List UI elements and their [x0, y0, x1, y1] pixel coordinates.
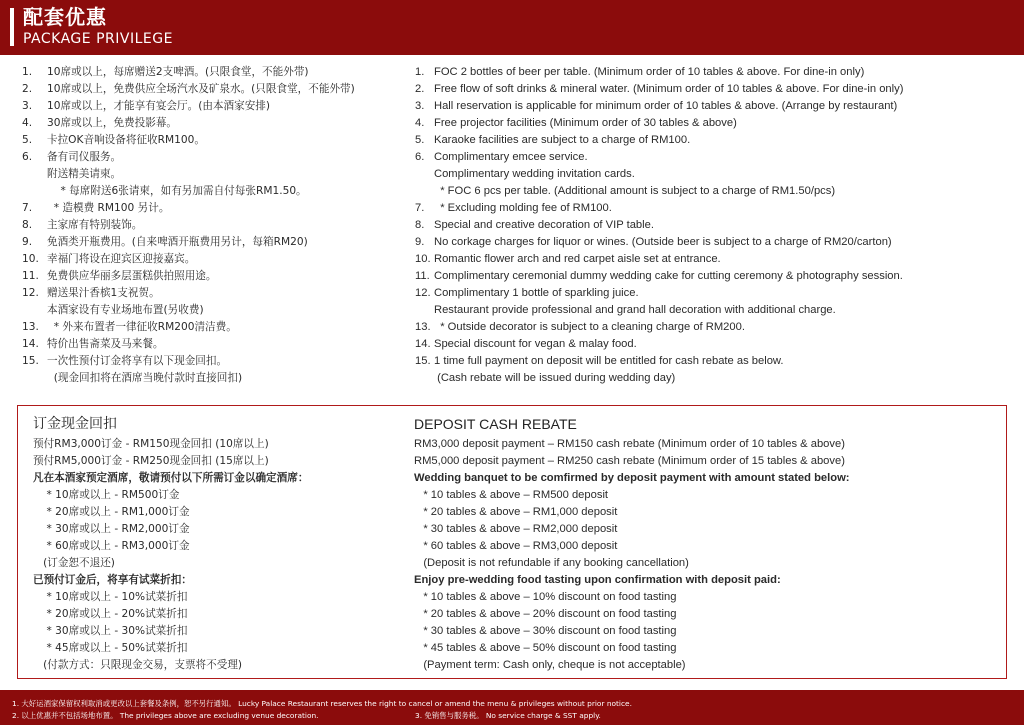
privilege-number — [415, 370, 434, 387]
privilege-number: 5. — [415, 134, 425, 146]
privilege-number: 11. — [415, 270, 430, 282]
rebate-title-en: DEPOSIT CASH REBATE — [414, 416, 577, 432]
privilege-number: 3. — [415, 100, 425, 112]
privilege-number: 13. — [22, 321, 39, 333]
rebate-line: Wedding banquet to be comfirmed by deposit payment with amount stated below: — [414, 472, 850, 484]
rebate-line: * 20席或以上 - RM1,000订金 — [33, 506, 190, 518]
privilege-number: 1. — [22, 66, 33, 78]
privilege-item — [415, 302, 1015, 319]
rebate-line: 预付RM5,000订金 - RM250现金回扣 (15席以上) — [33, 455, 269, 467]
privilege-text: 幸福门将设在迎宾区迎接嘉宾。 — [47, 253, 196, 265]
privilege-item — [22, 81, 402, 98]
privilege-number: 7. — [22, 202, 33, 214]
privilege-item — [22, 98, 402, 115]
rebate-line: (订金恕不退还) — [33, 557, 115, 569]
rebate-line: (Payment term: Cash only, cheque is not acceptable) — [414, 659, 686, 671]
privilege-item — [415, 234, 1015, 251]
privilege-item — [22, 336, 402, 353]
privilege-number: 13. — [415, 321, 431, 333]
privilege-item — [22, 370, 402, 387]
privilege-number: 15. — [415, 355, 431, 367]
privilege-text: Complimentary 1 bottle of sparkling juice. — [434, 287, 639, 299]
privilege-text: Complimentary emcee service. — [434, 151, 588, 163]
header-accent-bar — [10, 8, 14, 46]
privilege-number: 9. — [415, 236, 425, 248]
rebate-lines-cn — [33, 436, 308, 674]
privilege-text: Hall reservation is applicable for minimum order of 10 tables & above. (Arrange by restaurant) — [434, 100, 898, 112]
privilege-item — [415, 217, 1015, 234]
privilege-item — [415, 132, 1015, 149]
page-footer — [0, 690, 1024, 725]
privilege-text: 主家席有特别装饰。 — [47, 219, 143, 231]
privilege-text: Special and creative decoration of VIP table. — [434, 219, 654, 231]
privilege-item — [22, 64, 402, 81]
rebate-line: * 60席或以上 - RM3,000订金 — [33, 540, 190, 552]
privilege-item — [22, 319, 402, 336]
privilege-text: Free projector facilities (Minimum order of 30 tables & above) — [434, 117, 737, 129]
rebate-line: * 10 tables & above – 10% discount on food tasting — [414, 591, 677, 603]
privilege-text: 备有司仪服务。 — [47, 151, 122, 163]
privilege-item — [415, 353, 1015, 370]
rebate-line: * 20 tables & above – 20% discount on food tasting — [414, 608, 677, 620]
privilege-text: 卡拉OK音响设备将征收RM100。 — [47, 134, 205, 146]
rebate-line: 已预付订金后，将享有试菜折扣： — [33, 574, 192, 586]
privilege-number — [22, 370, 47, 387]
privilege-text: No corkage charges for liquor or wines. (Outside beer is subject to a charge of RM20/carton) — [434, 236, 892, 248]
privilege-text: Special discount for vegan & malay food. — [434, 338, 637, 350]
privilege-text: * 造模费 RM100 另计。 — [47, 202, 170, 214]
privilege-number: 4. — [415, 117, 425, 129]
rebate-line: 预付RM3,000订金 - RM150现金回扣 (10席以上) — [33, 438, 269, 450]
privilege-item — [415, 166, 1015, 183]
privilege-number — [415, 166, 434, 183]
privilege-item — [415, 268, 1015, 285]
rebate-line: RM5,000 deposit payment – RM250 cash rebate (Minimum order of 15 tables & above) — [414, 455, 845, 467]
rebate-line: * 10席或以上 - RM500订金 — [33, 489, 180, 501]
rebate-line: * 20席或以上 - 20%试菜折扣 — [33, 608, 188, 620]
header-title-cn: 配套优惠 — [23, 5, 107, 29]
privilege-number: 10. — [415, 253, 431, 265]
rebate-line: * 30 tables & above – 30% discount on food tasting — [414, 625, 677, 637]
privilege-number — [415, 183, 434, 200]
privilege-text: (现金回扣将在酒席当晚付款时直接回扣) — [47, 372, 243, 384]
privilege-number: 4. — [22, 117, 33, 129]
privilege-item — [415, 64, 1015, 81]
privilege-item — [415, 336, 1015, 353]
privilege-item — [22, 217, 402, 234]
privilege-text: Complimentary wedding invitation cards. — [434, 168, 635, 180]
privilege-number: 12. — [22, 287, 39, 299]
privilege-item — [415, 285, 1015, 302]
rebate-line: Enjoy pre-wedding food tasting upon confirmation with deposit paid: — [414, 574, 781, 586]
privilege-item — [415, 149, 1015, 166]
privilege-number: 14. — [415, 338, 431, 350]
privilege-text: * Excluding molding fee of RM100. — [434, 202, 612, 214]
privilege-number: 3. — [22, 100, 33, 112]
rebate-line: * 10席或以上 - 10%试菜折扣 — [33, 591, 188, 603]
privilege-text: 附送精美请柬。 — [47, 168, 122, 180]
rebate-title-cn: 订金现金回扣 — [33, 416, 117, 432]
privilege-text: Romantic flower arch and red carpet aisle set at entrance. — [434, 253, 721, 265]
privilege-text: 10席或以上，免费供应全场汽水及矿泉水。(只限食堂，不能外带) — [47, 83, 355, 95]
privilege-text: FOC 2 bottles of beer per table. (Minimum order of 10 tables & above. For dine-in only) — [434, 66, 865, 78]
privilege-item — [415, 81, 1015, 98]
rebate-line: * 45席或以上 - 50%试菜折扣 — [33, 642, 188, 654]
privilege-text: * FOC 6 pcs per table. (Additional amount is subject to a charge of RM1.50/pcs) — [434, 185, 836, 197]
privilege-text: 10席或以上，每席赠送2支啤酒。(只限食堂，不能外带) — [47, 66, 309, 78]
rebate-line: (付款方式：只限现金交易，支票将不受理) — [33, 659, 243, 671]
footer-note-3: 3. 免销售与服务税。 No service charge & SST apply. — [415, 711, 601, 720]
rebate-line: 凡在本酒家预定酒席，敬请预付以下所需订金以确定酒席： — [33, 472, 309, 484]
privilege-text: (Cash rebate will be issued during wedding day) — [434, 372, 676, 384]
privilege-text: 本酒家设有专业场地布置(另收费) — [47, 304, 204, 316]
privilege-number: 5. — [22, 134, 33, 146]
footer-note-1: 1. 大好运酒家保留权利取消或更改以上套餐及条例，恕不另行通知。 Lucky Palace Restaurant reserves the right to cancel or amend the menu & privileges without prior notice. — [12, 699, 632, 708]
privilege-text: 免费供应华丽多层蛋糕供拍照用途。 — [47, 270, 217, 282]
rebate-line: * 30席或以上 - RM2,000订金 — [33, 523, 190, 535]
footer-note-2: 2. 以上优惠并不包括场地布置。 The privileges above are excluding venue decoration. — [12, 711, 319, 720]
privilege-text: * 每席附送6张请柬，如有另加需自付每张RM1.50。 — [47, 185, 307, 197]
privilege-number: 2. — [415, 83, 425, 95]
rebate-line: RM3,000 deposit payment – RM150 cash rebate (Minimum order of 10 tables & above) — [414, 438, 845, 450]
privilege-item — [415, 319, 1015, 336]
privilege-text: Restaurant provide professional and grand hall decoration with additional charge. — [434, 304, 836, 316]
privilege-number: 14. — [22, 338, 39, 350]
privilege-number: 11. — [22, 270, 39, 282]
privilege-item — [22, 285, 402, 302]
privilege-item — [22, 234, 402, 251]
privilege-text: 30席或以上，免费投影幕。 — [47, 117, 178, 129]
privilege-item — [22, 166, 402, 183]
privilege-number: 9. — [22, 236, 33, 248]
privilege-item — [22, 149, 402, 166]
privilege-number — [415, 302, 434, 319]
rebate-line: * 30席或以上 - 30%试菜折扣 — [33, 625, 188, 637]
privilege-number — [22, 183, 47, 200]
privilege-text: Complimentary ceremonial dummy wedding cake for cutting ceremony & photography session. — [434, 270, 903, 282]
privilege-item — [22, 251, 402, 268]
privilege-text: 一次性预付订金将享有以下现金回扣。 — [47, 355, 228, 367]
privileges-list-en — [415, 64, 1015, 387]
privilege-number — [22, 166, 47, 183]
privilege-number — [22, 302, 47, 319]
privilege-item — [415, 370, 1015, 387]
privilege-item — [415, 115, 1015, 132]
privilege-text: 特价出售斋菜及马来餐。 — [47, 338, 164, 350]
privilege-number: 10. — [22, 253, 39, 265]
rebate-line: * 20 tables & above – RM1,000 deposit — [414, 506, 618, 518]
privilege-item — [22, 268, 402, 285]
page-header — [0, 0, 1024, 55]
privilege-item — [415, 200, 1015, 217]
header-title-en: PACKAGE PRIVILEGE — [23, 31, 173, 47]
privilege-number: 1. — [415, 66, 425, 78]
privilege-number: 7. — [415, 202, 425, 214]
rebate-line: * 60 tables & above – RM3,000 deposit — [414, 540, 618, 552]
privilege-number: 15. — [22, 355, 39, 367]
privilege-text: 赠送果汁香槟1支祝贺。 — [47, 287, 160, 299]
privilege-item — [22, 183, 402, 200]
privilege-text: * 外来布置者一律征收RM200清洁费。 — [47, 321, 237, 333]
rebate-line: * 10 tables & above – RM500 deposit — [414, 489, 609, 501]
privilege-number: 12. — [415, 287, 431, 299]
privilege-text: Free flow of soft drinks & mineral water. (Minimum order of 10 tables & above. For dine-in only) — [434, 83, 904, 95]
privilege-text: * Outside decorator is subject to a cleaning charge of RM200. — [434, 321, 745, 333]
privilege-number: 2. — [22, 83, 33, 95]
privilege-item — [22, 353, 402, 370]
privilege-item — [22, 115, 402, 132]
rebate-line: * 30 tables & above – RM2,000 deposit — [414, 523, 618, 535]
privilege-text: 1 time full payment on deposit will be entitled for cash rebate as below. — [434, 355, 784, 367]
privilege-item — [415, 183, 1015, 200]
rebate-line: * 45 tables & above – 50% discount on food tasting — [414, 642, 677, 654]
privilege-item — [415, 251, 1015, 268]
privilege-text: Karaoke facilities are subject to a charge of RM100. — [434, 134, 691, 146]
privilege-text: 免酒类开瓶费用。(自来啤酒开瓶费用另计，每箱RM20) — [47, 236, 308, 248]
privilege-number: 6. — [415, 151, 425, 163]
privilege-item — [22, 302, 402, 319]
privilege-item — [22, 132, 402, 149]
privileges-list-cn — [22, 64, 402, 387]
rebate-lines-en — [414, 436, 850, 674]
rebate-line: (Deposit is not refundable if any booking cancellation) — [414, 557, 689, 569]
privilege-item — [415, 98, 1015, 115]
privilege-number: 6. — [22, 151, 33, 163]
privilege-number: 8. — [22, 219, 33, 231]
privilege-item — [22, 200, 402, 217]
privilege-number: 8. — [415, 219, 425, 231]
privilege-text: 10席或以上，才能享有宴会厅。(由本酒家安排) — [47, 100, 271, 112]
